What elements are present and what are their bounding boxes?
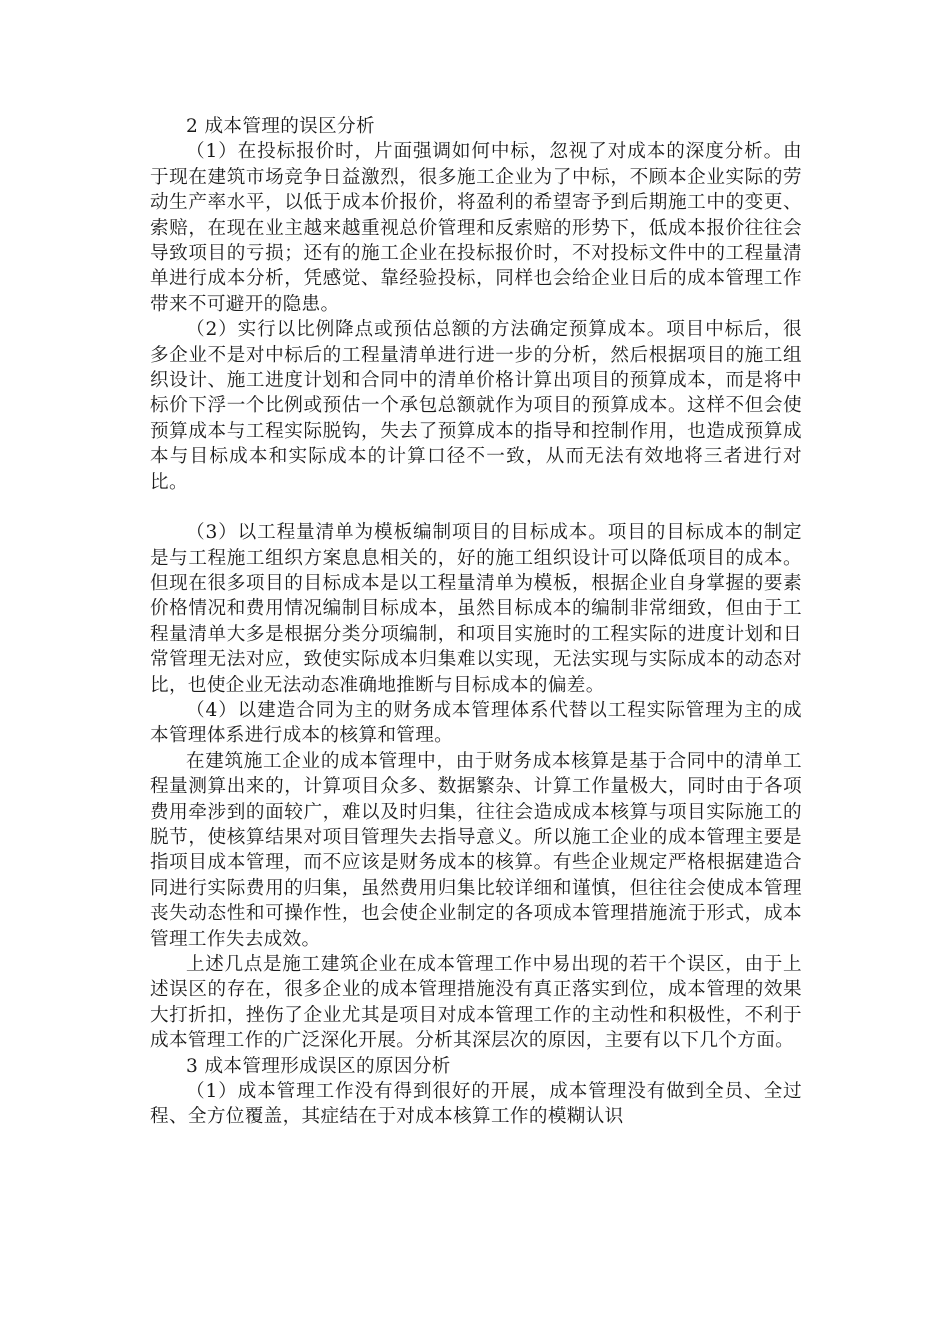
paragraph-4: （4）以建造合同为主的财务成本管理体系代替以工程实际管理为主的成本管理体系进行成本的核算和管理。: [150, 699, 802, 747]
paragraph-gap: [150, 495, 802, 520]
paragraph-1: （1）在投标报价时，片面强调如何中标，忽视了对成本的深度分析。由于现在建筑市场竞争日益激烈，很多施工企业为了中标，不顾本企业实际的劳动生产率水平，以低于成本价报价，将盈利的希望寄予到后期施工中的变更、索赔，在现在业主越来越重视总价管理和反索赔的形势下，低成本报价往往会导致项目的亏损；还有的施工企业在投标报价时，不对投标文件中的工程量清单进行成本分析，凭感觉、靠经验投标，同样也会给企业日后的成本管理工作带来不可避开的隐患。: [150, 141, 802, 315]
document-body: [150, 114, 802, 1130]
paragraph-3: （3）以工程量清单为模板编制项目的目标成本。项目的目标成本的制定是与工程施工组织方案息息相关的，好的施工组织设计可以降低项目的成本。但现在很多项目的目标成本是以工程量清单为模板，根据企业自身掌握的要素价格情况和费用情况编制目标成本，虽然目标成本的编制非常细致，但由于工程量清单大多是根据分类分项编制，和项目实施时的工程实际的进度计划和日常管理无法对应，致使实际成本归集难以实现，无法实现与实际成本的动态对比，也使企业无法动态准确地推断与目标成本的偏差。: [150, 522, 802, 696]
section-heading-2: 2 成本管理的误区分析: [186, 116, 375, 137]
paragraph-2: （2）实行以比例降点或预估总额的方法确定预算成本。项目中标后，很多企业不是对中标后的工程量清单进行进一步的分析，然后根据项目的施工组织设计、施工进度计划和合同中的清单价格计算出项目的预算成本，而是将中标价下浮一个比例或预估一个承包总额就作为项目的预算成本。这样不但会使预算成本与工程实际脱钩，失去了预算成本的指导和控制作用，也造成预算成本与目标成本和实际成本的计算口径不一致，从而无法有效地将三者进行对比。: [150, 319, 802, 493]
section-heading-3: 3 成本管理形成误区的原因分析: [186, 1055, 451, 1077]
paragraph-5: 在建筑施工企业的成本管理中，由于财务成本核算是基于合同中的清单工程量测算出来的，计算项目众多、数据繁杂、计算工作量极大，同时由于各项费用牵涉到的面较广，难以及时归集，往往会造成成本核算与项目实际施工的脱节，使核算结果对项目管理失去指导意义。所以施工企业的成本管理主要是指项目成本管理，而不应该是财务成本的核算。有些企业规定严格根据建造合同进行实际费用的归集，虽然费用归集比较详细和谨慎，但往往会使成本管理丧失动态性和可操作性，也会使企业制定的各项成本管理措施流于形式，成本管理工作失去成效。: [150, 750, 802, 950]
paragraph-7: （1）成本管理工作没有得到很好的开展，成本管理没有做到全员、全过程、全方位覆盖，其症结在于对成本核算工作的模糊认识: [150, 1081, 802, 1128]
paragraph-6: 上述几点是施工建筑企业在成本管理工作中易出现的若干个误区，由于上述误区的存在，很多企业的成本管理措施没有真正落实到位，成本管理的效果大打折扣，挫伤了企业尤其是项目对成本管理工作的主动性和积极性，不利于成本管理工作的广泛深化开展。分析其深层次的原因，主要有以下几个方面。: [150, 954, 802, 1052]
